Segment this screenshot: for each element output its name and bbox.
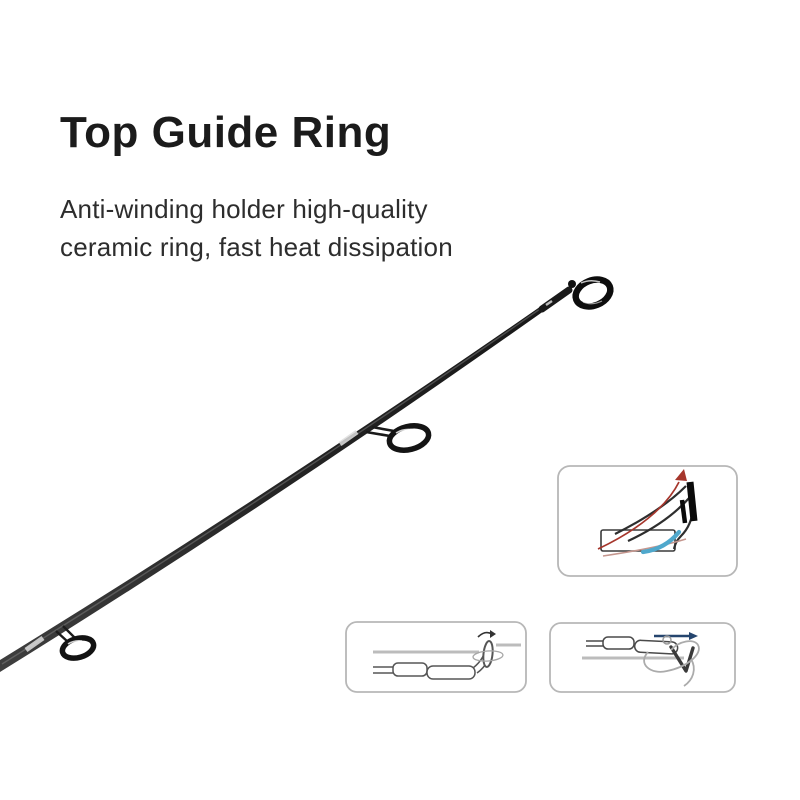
rod-bar-outline xyxy=(601,530,675,551)
tip-nub xyxy=(568,280,576,288)
holder-segment-1 xyxy=(603,637,634,649)
holder-segment-1 xyxy=(393,663,427,676)
ceramic-ring-bar-2 xyxy=(682,500,685,523)
tip-guide-ring xyxy=(542,275,614,312)
guide-ring xyxy=(387,422,431,454)
inset-anti-winding-rotate xyxy=(346,622,526,692)
subtitle-line-1: Anti-winding holder high-quality xyxy=(60,194,428,224)
inset-anti-winding-release xyxy=(550,623,735,692)
inset-border xyxy=(558,466,737,576)
holder-segment-2 xyxy=(427,666,475,679)
rod-blank xyxy=(0,286,572,672)
page-title: Top Guide Ring xyxy=(60,108,392,157)
subtitle-line-2: ceramic ring, fast heat dissipation xyxy=(60,232,453,262)
fishing-rod-photo xyxy=(0,275,614,672)
inset-border xyxy=(346,622,526,692)
ceramic-ring-bar xyxy=(690,482,694,521)
inset-heat-dissipation xyxy=(558,466,737,576)
tip-holder xyxy=(542,290,569,309)
